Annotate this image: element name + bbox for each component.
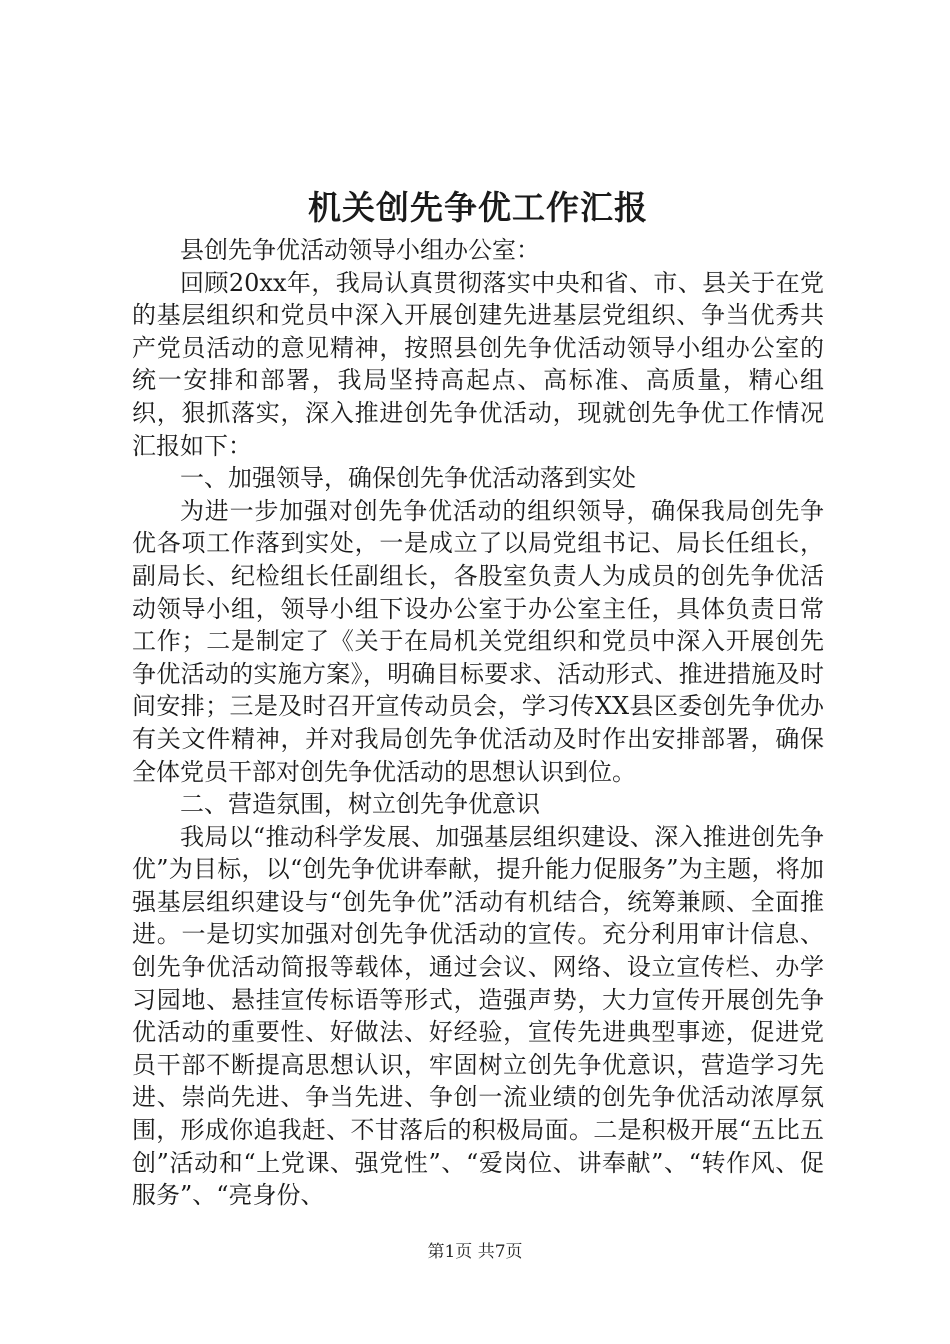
document-body (132, 182, 824, 1212)
section-heading-1: 一、加强领导，确保创先争优活动落到实处 (180, 464, 636, 493)
section-2-paragraph: 我局以“推动科学发展、加强基层组织建设、深入推进创先争优”为目标，以“创先争优讲奉献，提升能力促服务”为主题，将加强基层组织建设与“创先争优”活动有机结合，统筹兼顾、全面推进。一是切实加强对创先争优活动的宣传。充分利用审计信息、创先争优活动简报等载体，通过会议、网络、设立宣传栏、办学习园地、悬挂宣传标语等形式，造强声势，大力宣传开展创先争优活动的重要性、好做法、好经验，宣传先进典型事迹，促进党员干部不断提高思想认识，牢固树立创先争优意识，营造学习先进、崇尚先进、争当先进、争创一流业绩的创先争优活动浓厚氛围，形成你追我赶、不甘落后的积极局面。二是积极开展“五比五创”活动和“上党课、强党性”、“爱岗位、讲奉献”、“转作风、促服务”、“亮身份、 (132, 822, 824, 1210)
section-heading-2: 二、营造氛围，树立创先争优意识 (180, 790, 540, 819)
section-1-paragraph: 为进一步加强对创先争优活动的组织领导，确保我局创先争优各项工作落到实处，一是成立了以局党组书记、局长任组长，副局长、纪检组长任副组长，各股室负责人为成员的创先争优活动领导小组，领导小组下设办公室于办公室主任，具体负责日常工作；二是制定了《关于在局机关党组织和党员中深入开展创先争优活动的实施方案》，明确目标要求、活动形式、推进措施及时间安排；三是及时召开宣传动员会，学习传XX县区委创先争优办有关文件精神，并对我局创先争优活动及时作出安排部署，确保全体党员干部对创先争优活动的思想认识到位。 (132, 496, 824, 786)
page-footer: 第1页 共7页 (427, 1242, 523, 1262)
intro-paragraph: 回顾20xx年，我局认真贯彻落实中央和省、市、县关于在党的基层组织和党员中深入开展创建先进基层党组织、争当优秀共产党员活动的意见精神，按照县创先争优活动领导小组办公室的统一安排和部署，我局坚持高起点、高标准、高质量，精心组织，狠抓落实，深入推进创先争优活动，现就创先争优工作情况汇报如下： (132, 268, 824, 460)
document-title: 机关创先争优工作汇报 (308, 188, 648, 227)
salutation: 县创先争优活动领导小组办公室： (180, 236, 540, 264)
